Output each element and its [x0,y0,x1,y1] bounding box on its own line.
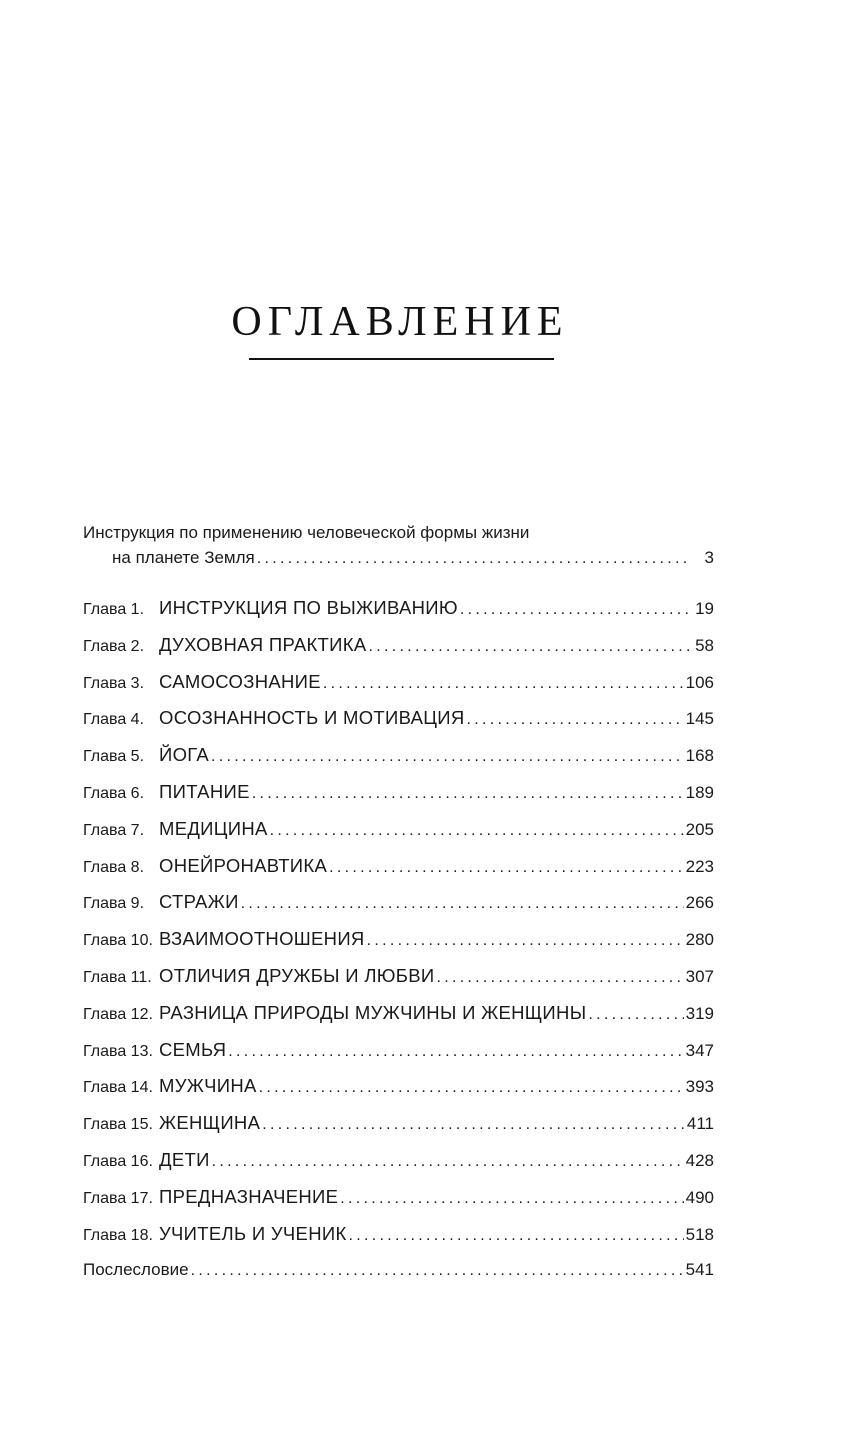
chapter-prefix: Глава 7. [83,821,145,839]
dot-leader [368,635,692,657]
chapter-page: 145 [685,709,714,729]
chapter-entry[interactable] [83,706,714,730]
dot-leader [228,1040,683,1062]
chapter-page: 428 [685,1150,714,1170]
chapter-title: ВЗАИМООТНОШЕНИЯ [159,928,365,950]
chapter-entry[interactable] [83,670,714,694]
chapter-title: САМОСОЗНАНИЕ [159,670,321,692]
chapter-entry[interactable] [83,1148,714,1172]
chapter-prefix: Глава 3. [83,674,145,692]
chapter-page: 347 [685,1040,714,1060]
chapter-prefix: Глава 13. [83,1042,153,1060]
chapter-entry[interactable] [83,1111,714,1135]
chapter-prefix: Глава 17. [83,1189,153,1207]
chapter-entry[interactable] [83,817,714,841]
chapter-title: ПРЕДНАЗНАЧЕНИЕ [159,1185,339,1207]
chapter-title: СЕМЬЯ [159,1038,227,1060]
chapter-prefix: Глава 4. [83,711,145,729]
dot-leader [212,1150,684,1172]
dot-leader [460,598,692,620]
chapter-title: ИНСТРУКЦИЯ ПО ВЫЖИВАНИЮ [159,597,458,618]
chapter-entry[interactable] [83,596,714,620]
intro-entry-name: на планете Земля [112,548,255,567]
chapter-page: 19 [695,599,714,618]
afterword-title: Послесловие [83,1260,189,1280]
chapter-entry[interactable] [83,854,714,878]
chapter-entry[interactable] [83,964,714,988]
dot-leader [588,1003,683,1025]
page-title: ОГЛАВЛЕНИЕ [231,299,569,345]
dot-leader [340,1187,683,1209]
chapter-page: 223 [685,856,714,876]
chapter-title: ДУХОВНАЯ ПРАКТИКА [159,633,367,655]
chapter-entry[interactable] [83,743,714,767]
chapter-page: 280 [685,930,714,950]
chapter-entry[interactable] [83,890,714,914]
chapter-prefix: Глава 14. [83,1079,153,1097]
chapter-page: 490 [685,1187,714,1207]
chapter-page: 168 [685,746,714,766]
chapter-title: МЕДИЦИНА [159,817,268,839]
chapter-page: 411 [686,1114,714,1134]
chapter-prefix: Глава 5. [83,748,145,766]
dot-leader [252,782,684,804]
chapter-prefix: Глава 8. [83,858,145,876]
chapter-prefix: Глава 1. [83,601,145,618]
chapter-title: ОСОЗНАННОСТЬ И МОТИВАЦИЯ [159,707,465,729]
chapter-prefix: Глава 2. [83,637,145,655]
intro-entry-line2[interactable] [83,546,714,570]
chapter-page: 518 [685,1224,714,1244]
chapter-page: 189 [685,782,714,802]
chapter-prefix: Глава 9. [83,895,145,913]
dot-leader [349,1224,684,1246]
chapter-title: МУЖЧИНА [159,1075,257,1097]
chapter-prefix: Глава 6. [83,784,145,802]
title-underline [249,358,554,360]
afterword-page: 541 [685,1260,714,1280]
chapter-prefix: Глава 16. [83,1152,153,1170]
intro-entry-page: 3 [704,548,714,567]
dot-leader [257,547,692,570]
chapter-prefix: Глава 15. [83,1116,153,1134]
chapter-entry[interactable] [83,1038,714,1062]
afterword-entry[interactable] [83,1258,714,1282]
dot-leader [259,1076,684,1098]
dot-leader [323,672,684,694]
dot-leader [262,1113,685,1135]
dot-leader [436,966,683,988]
intro-entry-line1[interactable]: Инструкция по применению человеческой формы жизни [83,523,530,542]
chapter-entry[interactable] [83,1185,714,1209]
dot-leader [241,892,684,914]
chapter-page: 307 [685,966,714,986]
chapter-title: ЙОГА [159,744,210,766]
dot-leader [467,708,684,730]
chapter-title: СТРАЖИ [159,891,239,913]
dot-leader [270,819,684,841]
chapter-page: 319 [685,1003,714,1023]
chapter-entry[interactable] [83,1074,714,1098]
chapter-prefix: Глава 10. [83,932,153,950]
chapter-title: УЧИТЕЛЬ И УЧЕНИК [159,1222,347,1244]
chapter-entry[interactable] [83,1001,714,1025]
chapter-page: 58 [695,635,714,655]
chapter-page: 266 [685,893,714,913]
dot-leader [191,1259,684,1282]
chapter-title: ЖЕНЩИНА [159,1112,261,1134]
chapter-title: ОНЕЙРОНАВТИКА [159,854,328,876]
table-of-contents [83,520,714,1295]
chapter-prefix: Глава 11. [83,968,152,986]
chapter-page: 205 [685,819,714,839]
chapter-entry[interactable] [83,780,714,804]
chapter-entry[interactable] [83,927,714,951]
dot-leader [211,745,684,767]
dot-leader [367,929,684,951]
chapter-title: РАЗНИЦА ПРИРОДЫ МУЖЧИНЫ И ЖЕНЩИНЫ [159,1001,587,1023]
chapter-prefix: Глава 18. [83,1226,153,1244]
chapter-page: 106 [685,672,714,692]
dot-leader [329,856,684,878]
chapter-entry[interactable] [83,1222,714,1246]
chapter-prefix: Глава 12. [83,1005,153,1023]
chapter-title: ДЕТИ [159,1148,210,1170]
chapter-title: ПИТАНИЕ [159,780,250,802]
chapter-entry[interactable] [83,633,714,657]
chapter-title: ОТЛИЧИЯ ДРУЖБЫ И ЛЮБВИ [159,964,435,986]
chapter-page: 393 [685,1077,714,1097]
